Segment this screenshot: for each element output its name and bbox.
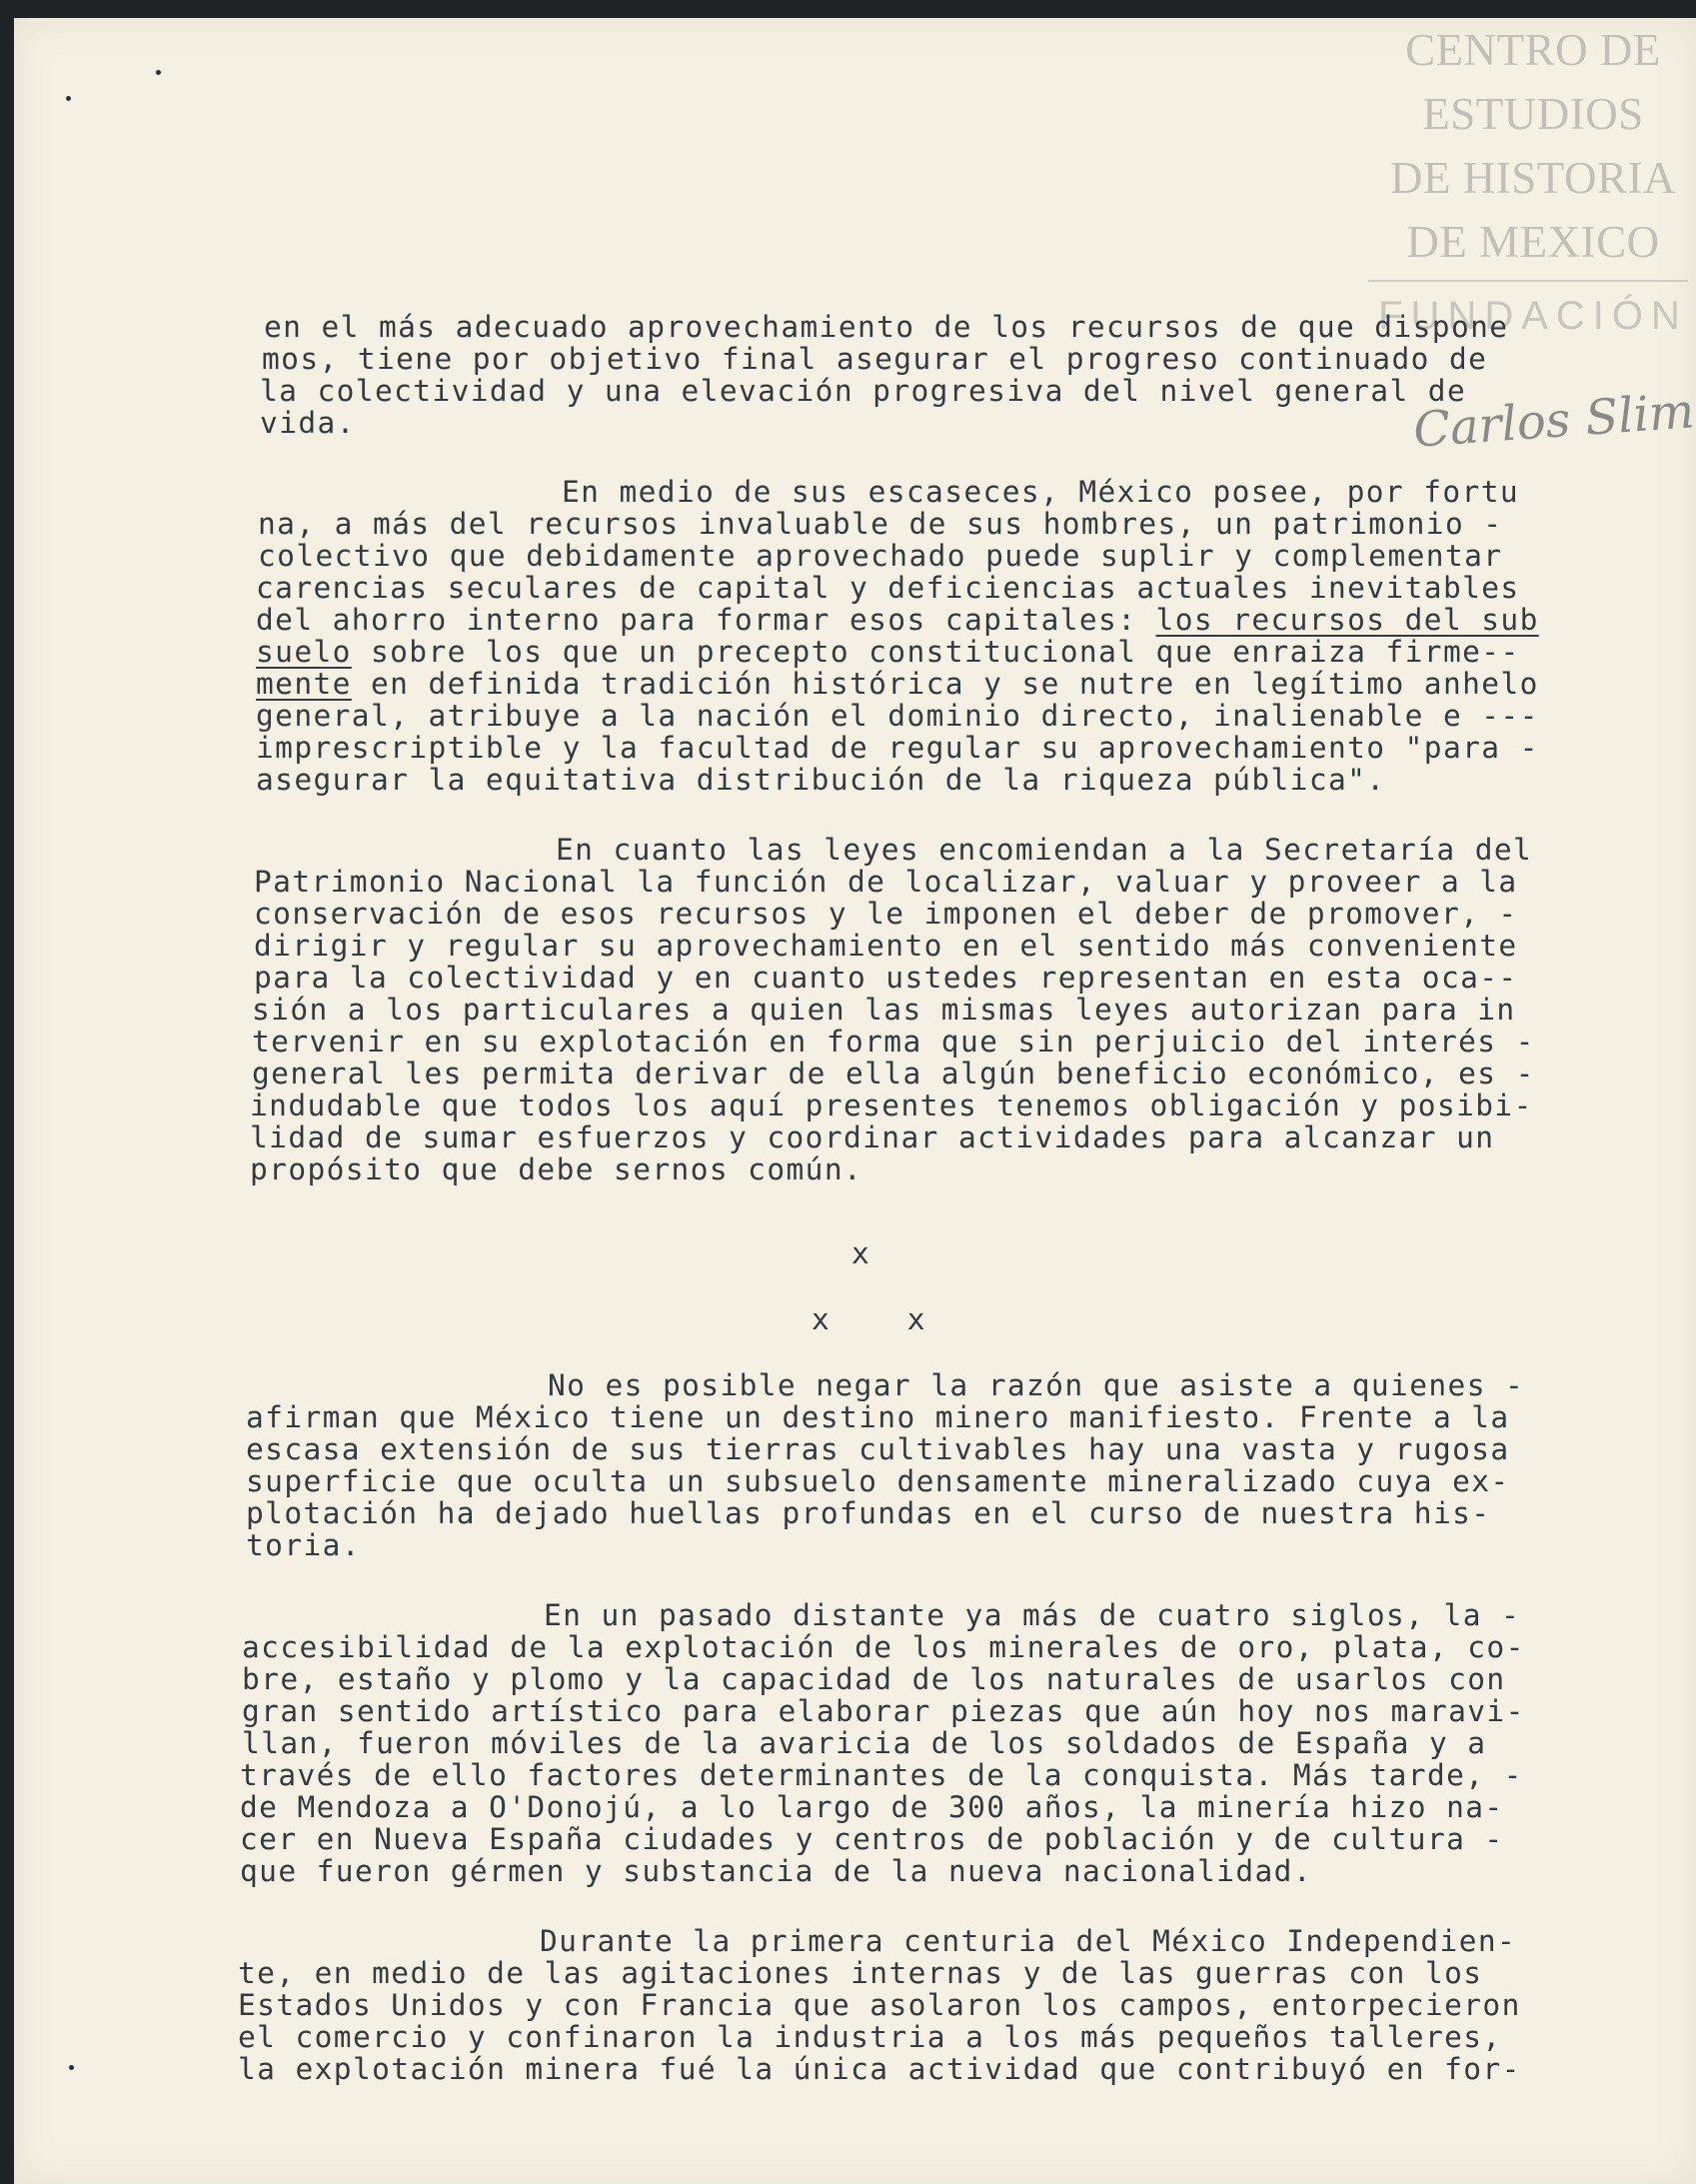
document-page	[14, 18, 1696, 2184]
text-line: sión a los particulares a quien las mismas leyes autorizan para in	[252, 993, 1516, 1027]
text-line: conservación de esos recursos y le imponen el deber de promover, -	[254, 897, 1518, 931]
text-line: la explotación minera fué la única actividad que contribuyó en for-	[238, 2052, 1521, 2086]
text-line: na, a más del recursos invaluable de sus hombres, un patrimonio -	[258, 507, 1503, 541]
text-line: imprescriptible y la facultad de regular su aprovechamiento "para -	[256, 731, 1539, 765]
watermark-foundation: FUNDACIÓN	[1378, 294, 1688, 338]
underlined-text: los recursos del sub	[1155, 603, 1539, 637]
text-line: general les permita derivar de ella algún beneficio económico, es -	[252, 1057, 1535, 1091]
text-line: En medio de sus escaseces, México posee, por fortu	[562, 475, 1520, 509]
text-line: En cuanto las leyes encomiendan a la Secretaría del	[556, 833, 1533, 867]
text-segment: del ahorro interno para formar esos capitales:	[256, 603, 1156, 637]
text-line: indudable que todos los aquí presentes tenemos obligación y posibi-	[250, 1089, 1533, 1122]
text-line: te, en medio de las agitaciones internas y de las guerras con los	[238, 1956, 1483, 1990]
section-separator: x x	[812, 1302, 926, 1336]
text-line: superficie que oculta un subsuelo densamente mineralizado cuya ex-	[246, 1464, 1510, 1498]
text-line: la colectividad y una elevación progresiva del nivel general de	[260, 374, 1467, 408]
text-line: que fueron gérmen y substancia de la nueva nacionalidad.	[240, 1854, 1312, 1888]
text-line: Estados Unidos y con Francia que asolaron los campos, entorpecieron	[238, 1988, 1521, 2022]
text-line: bre, estaño y plomo y la capacidad de los naturales de usarlos con	[242, 1662, 1506, 1696]
watermark-line: DE MEXICO	[1406, 217, 1660, 267]
text-line: Durante la primera centuria del México Independien-	[540, 1924, 1517, 1958]
watermark-divider	[1368, 280, 1688, 282]
text-line: accesibilidad de la explotación de los minerales de oro, plata, co-	[242, 1630, 1525, 1664]
text-line	[256, 604, 1539, 636]
text-line: afirman que México tiene un destino minero manifiesto. Frente a la	[246, 1400, 1510, 1434]
section-separator: x	[851, 1236, 871, 1270]
text-line: lidad de sumar esfuerzos y coordinar actividades para alcanzar un	[250, 1120, 1495, 1154]
text-line: Patrimonio Nacional la función de localizar, valuar y proveer a la	[254, 865, 1518, 899]
text-line: mos, tiene por objetivo final asegurar el progreso continuado de	[262, 342, 1488, 376]
text-line: toria.	[246, 1528, 361, 1562]
text-line: de Mendoza a O'Donojú, a lo largo de 300 años, la minería hizo na-	[240, 1790, 1504, 1824]
watermark-line: ESTUDIOS	[1422, 89, 1644, 139]
underlined-text: mente	[256, 667, 352, 701]
text-line: En un pasado distante ya más de cuatro siglos, la -	[544, 1598, 1521, 1632]
text-segment: en definida tradición histórica y se nutre en legítimo anhelo	[351, 667, 1539, 701]
text-line: gran sentido artístico para elaborar piezas que aún hoy nos maravi-	[242, 1694, 1525, 1728]
archive-watermark	[1358, 18, 1696, 338]
text-line: llan, fueron móviles de la avaricia de los soldados de España y a	[242, 1726, 1487, 1760]
text-line: para la colectividad y en cuanto ustedes representan en esta oca--	[254, 961, 1518, 995]
text-line: cer en Nueva España ciudades y centros de población y de cultura -	[240, 1822, 1504, 1856]
text-line	[256, 636, 1520, 668]
speck-mark	[66, 96, 71, 101]
text-line: dirigir y regular su aprovechamiento en el sentido más conveniente	[254, 929, 1518, 963]
text-line: propósito que debe sernos común.	[250, 1152, 863, 1186]
underlined-text: suelo	[256, 635, 352, 669]
text-line: asegurar la equitativa distribución de la riqueza pública".	[256, 763, 1386, 797]
speck-mark	[156, 70, 161, 75]
text-line: en el más adecuado aprovechamiento de los recursos de que dispone	[264, 310, 1509, 344]
text-line: No es posible negar la razón que asiste a quienes -	[548, 1368, 1525, 1402]
text-line: vida.	[260, 406, 356, 440]
text-line: el comercio y confinaron la industria a los más pequeños talleres,	[238, 2020, 1502, 2054]
text-line: general, atribuye a la nación el dominio directo, inalienable e ---	[256, 699, 1539, 733]
watermark-line: CENTRO DE	[1405, 25, 1661, 75]
watermark-line: DE HISTORIA	[1390, 153, 1676, 203]
text-line: carencias seculares de capital y deficiencias actuales inevitables	[256, 571, 1520, 605]
text-line: través de ello factores determinantes de la conquista. Más tarde, -	[240, 1758, 1523, 1792]
text-line: plotación ha dejado huellas profundas en el curso de nuestra his-	[246, 1496, 1491, 1530]
text-line: colectivo que debidamente aprovechado puede suplir y complementar	[258, 539, 1503, 573]
text-line: escasa extensión de sus tierras cultivables hay una vasta y rugosa	[246, 1432, 1510, 1466]
text-segment: sobre los que un precepto constitucional que enraiza firme--	[351, 635, 1520, 669]
text-line	[256, 668, 1539, 700]
speck-mark	[69, 2065, 74, 2070]
watermark-signature: Carlos Slim	[1411, 383, 1696, 459]
text-line: tervenir en su explotación en forma que sin perjuicio del interés -	[252, 1025, 1535, 1059]
